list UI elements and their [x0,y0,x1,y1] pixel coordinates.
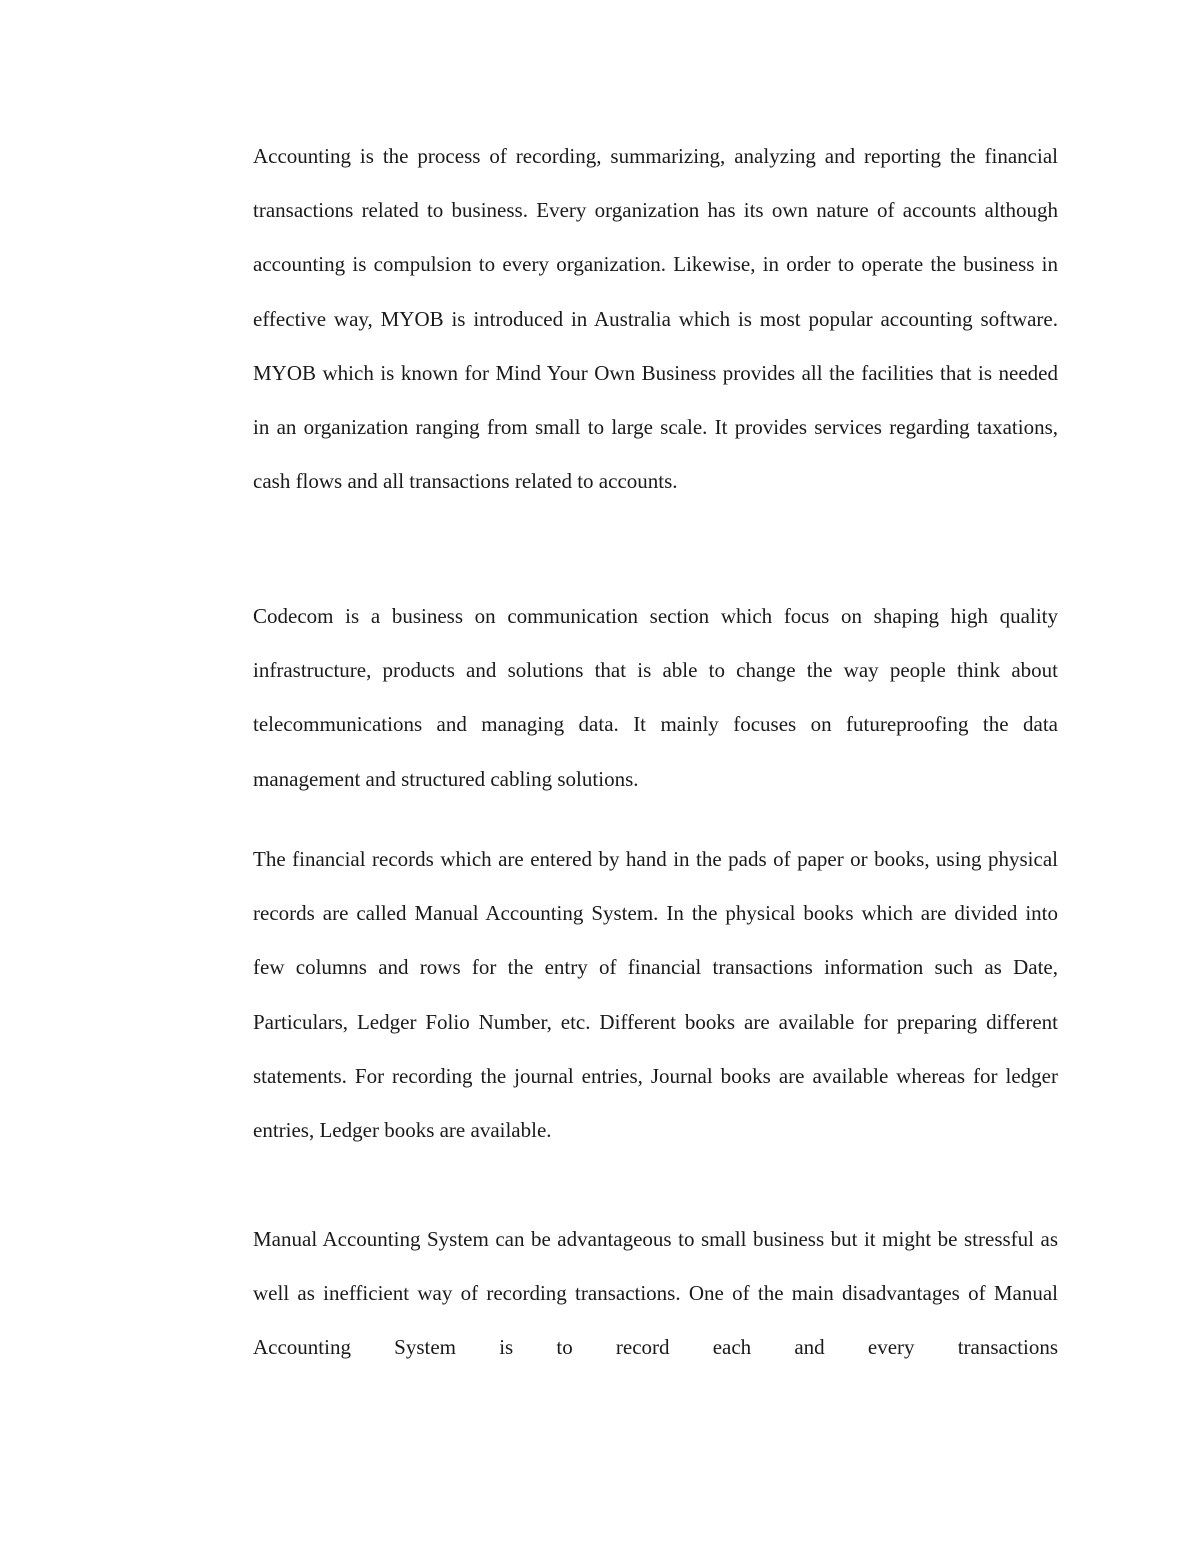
paragraph-codecom [253,589,1058,806]
paragraph-text: Codecom is a business on communication section which focus on shaping high quality infrastructure, products and solutions that is able to change the way people think about telecommunications and managing data. It mainly focuses on futureproofing the data management and structured cabling solutions. [253,604,1058,791]
paragraph-manual-accounting-advantages [253,1212,1058,1375]
paragraph-accounting-intro [253,129,1058,508]
paragraph-text: The financial records which are entered by hand in the pads of paper or books, using physical records are called Manual Accounting System. In the physical books which are divided into few columns and rows for the entry of financial transactions information such as Date, Particulars, Ledger Folio Number, etc. Different books are available for preparing different statements. For recording the journal entries, Journal books are available whereas for ledger entries, Ledger books are available. [253,847,1058,1143]
paragraph-text: Manual Accounting System can be advantageous to small business but it might be stressful as well as inefficient way of recording transactions. One of the main disadvantages of Manual Accounting System is to record each and every transactions [253,1227,1058,1360]
paragraph-text: Accounting is the process of recording, summarizing, analyzing and reporting the financial transactions related to business. Every organization has its own nature of accounts although accounting is compulsion to every organization. Likewise, in order to operate the business in effective way, MYOB is introduced in Australia which is most popular accounting software. MYOB which is known for Mind Your Own Business provides all the facilities that is needed in an organization ranging from small to large scale. It provides services regarding taxations, cash flows and all transactions related to accounts. [253,144,1058,494]
paragraph-manual-accounting [253,832,1058,1157]
